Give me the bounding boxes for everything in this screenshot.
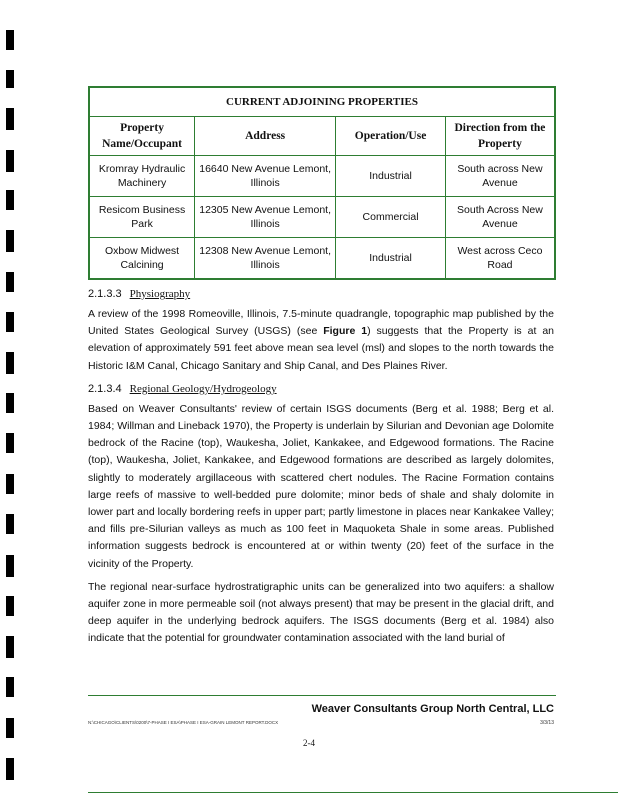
section-number: 2.1.3.4	[88, 382, 122, 395]
section-heading-physiography	[88, 288, 554, 300]
cell-operation: Industrial	[336, 156, 446, 197]
cell-operation: Industrial	[336, 238, 446, 280]
table-row	[89, 197, 555, 238]
col-header-property: Property Name/Occupant	[89, 117, 195, 156]
bottom-divider	[88, 792, 618, 793]
cell-property: Oxbow Midwest Calcining	[89, 238, 195, 280]
footer-divider	[88, 695, 556, 696]
section-heading-geology	[88, 383, 554, 395]
table-title: CURRENT ADJOINING PROPERTIES	[89, 87, 555, 117]
scan-margin-marks	[0, 0, 20, 800]
figure-reference: Figure 1	[323, 325, 368, 338]
page-content	[88, 86, 554, 654]
section-title: Regional Geology/Hydrogeology	[129, 382, 277, 395]
col-header-direction: Direction from the Property	[445, 117, 555, 156]
footer-file-path: N:\CHICAGO\CLIENTS\0200\7-PHASE I ESA\PHASE I ESA-GRAIN LEMONT REPORT.DOCX	[88, 720, 279, 725]
footer-date: 3/3/13	[540, 720, 554, 726]
page-number: 2-4	[303, 738, 315, 748]
col-header-address: Address	[195, 117, 336, 156]
geology-paragraph-2: The regional near-surface hydrostratigraphic units can be generalized into two aquifers: a shallow aquifer zone in more permeable soil (not always present) that may be present in the glacial drift, and deep aquifer in the underlying bedrock aquifers. The ISGS documents (Berg et al. 1984) also indicate that the potential for groundwater contamination associated with the land burial of	[88, 580, 554, 645]
cell-operation: Commercial	[336, 197, 446, 238]
physiography-paragraph: A review of the 1998 Romeoville, Illinois, 7.5-minute quadrangle, topographic map published by the United States Geological Survey (USGS) (see Figure 1) suggests that the Property is at an elevation of approximately 591 feet above mean sea level (msl) and slopes to the north towards the Historic I&M Canal, Chicago Sanitary and Ship Canal, and Des Plaines River.	[88, 308, 554, 372]
cell-direction: South across New Avenue	[445, 156, 555, 197]
cell-address: 12305 New Avenue Lemont, Illinois	[195, 197, 336, 238]
section-title: Physiography	[129, 288, 191, 300]
footer-company: Weaver Consultants Group North Central, LLC	[311, 703, 554, 715]
col-header-operation: Operation/Use	[336, 117, 446, 156]
section-number: 2.1.3.3	[88, 288, 122, 300]
cell-property: Kromray Hydraulic Machinery	[89, 156, 195, 197]
cell-direction: South Across New Avenue	[445, 197, 555, 238]
cell-address: 16640 New Avenue Lemont, Illinois	[195, 156, 336, 197]
table-row	[89, 238, 555, 280]
cell-direction: West across Ceco Road	[445, 238, 555, 280]
cell-address: 12308 New Avenue Lemont, Illinois	[195, 238, 336, 280]
geology-paragraph-1: Based on Weaver Consultants' review of certain ISGS documents (Berg et al. 1988; Berg et al. 1984; Willman and Lineback 1970), the Property is underlain by Silurian and Devonian age Dolomite bedrock of the Racine (top), Waukesha, Joliet, Kankakee, and Edgewood formations. The Racine (top), Waukesha, Joliet, Kankakee, and Edgewood formations are described as largely dolomites, slightly to moderately argillaceous with scattered chert nodules. The Racine Formation contains large reefs of massive to well-bedded pure dolomite; minor beds of shale and shaly dolomite in lower part and locally bordering reefs in upper part; partly limestone in places near Kankakee Valley; and fills pre-Silurian valleys as much as 100 feet in Maquoketa Shale in some areas. Published information suggests bedrock is encountered at or within twenty (20) feet of the surface in the vicinity of the Property.	[88, 402, 554, 570]
cell-property: Resicom Business Park	[89, 197, 195, 238]
table-row	[89, 156, 555, 197]
adjoining-properties-table	[88, 86, 556, 280]
